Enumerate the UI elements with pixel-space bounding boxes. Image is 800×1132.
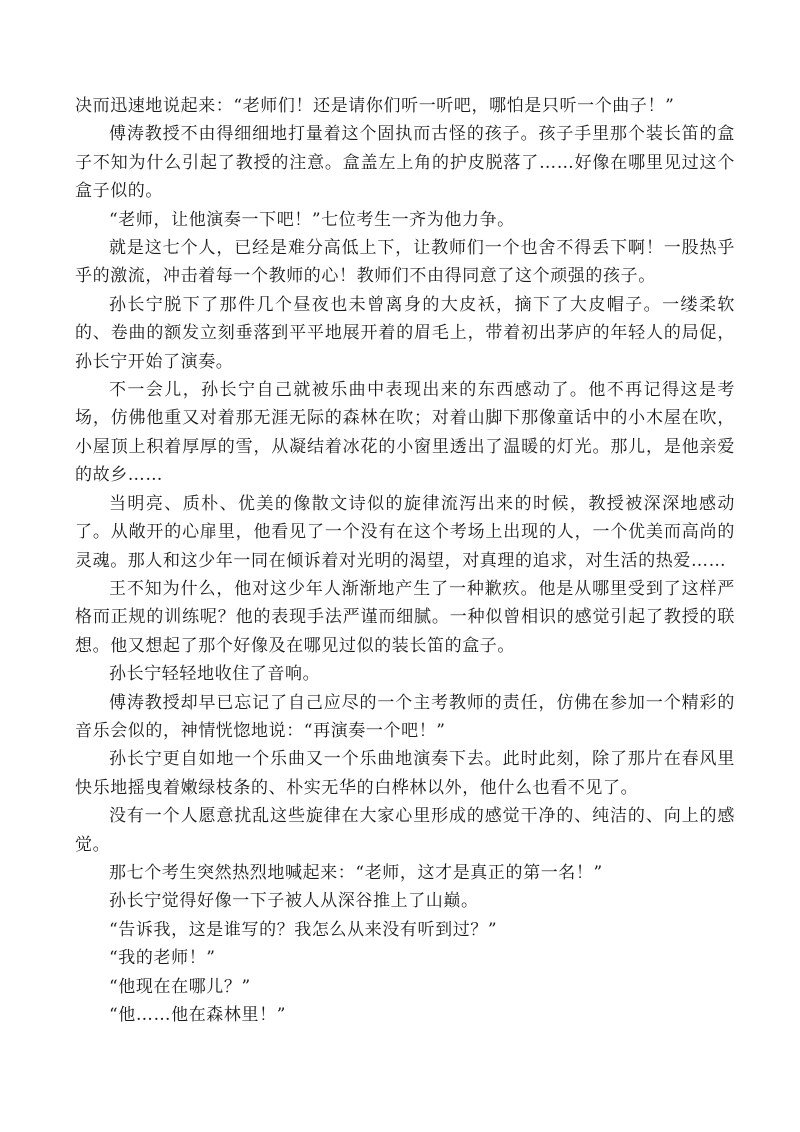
dialogue-line: “我的老师！” bbox=[109, 948, 216, 969]
paragraph: 孙长宁轻轻地收住了音响。 bbox=[109, 664, 321, 685]
paragraph: 就是这七个人，已经是难分高低上下，让教师们一个也舍不得丢下啊！一股热乎乎的激流，冲击着每一个教师的心！教师们不由得同意了这个顽强的孩子。 bbox=[75, 238, 735, 287]
paragraph: 王不知为什么，他对这少年人渐渐地产生了一种歉疚。他是从哪里受到了这样严格而正规的训练呢？他的表现手法严谨而细腻。一种似曾相识的感觉引起了教授的联想。他又想起了那个好像及在哪见过似的装长笛的盒子。 bbox=[75, 578, 735, 656]
paragraph: 孙长宁更自如地一个乐曲又一个乐曲地演奏下去。此时此刻，除了那片在春风里快乐地摇曳着嫩绿枝条的、朴实无华的白桦林以外，他什么也看不见了。 bbox=[75, 749, 735, 798]
paragraph: 没有一个人愿意扰乱这些旋律在大家心里形成的感觉干净的、纯洁的、向上的感觉。 bbox=[75, 806, 735, 855]
document-body bbox=[75, 92, 735, 1029]
dialogue-line: “他……他在森林里！” bbox=[109, 1005, 286, 1025]
dialogue-line: “告诉我，这是谁写的？我怎么从来没有听到过？” bbox=[109, 919, 498, 940]
paragraph: 决而迅速地说起来：“老师们！还是请你们听一听吧，哪怕是只听一个曲子！” bbox=[75, 96, 675, 116]
paragraph: 那七个考生突然热烈地喊起来：“老师，这才是真正的第一名！” bbox=[109, 862, 603, 883]
paragraph: 傅涛教授却早已忘记了自己应尽的一个主考教师的责任，仿佛在参加一个精彩的音乐会似的，神情恍惚地说：“再演奏一个吧！” bbox=[75, 692, 735, 741]
paragraph: “老师，让他演奏一下吧！”七位考生一齐为他力争。 bbox=[109, 209, 515, 230]
paragraph: 傅涛教授不由得细细地打量着这个固执而古怪的孩子。孩子手里那个装长笛的盒子不知为什么引起了教授的注意。盒盖左上角的护皮脱落了……好像在哪里见过这个盒子似的。 bbox=[75, 124, 735, 202]
paragraph: 孙长宁觉得好像一下子被人从深谷推上了山巅。 bbox=[109, 891, 479, 912]
paragraph: 孙长宁脱下了那件几个昼夜也未曾离身的大皮袄，摘下了大皮帽子。一缕柔软的、卷曲的额发立刻垂落到平平地展开着的眉毛上，带着初出茅庐的年轻人的局促，孙长宁开始了演奏。 bbox=[75, 294, 735, 372]
dialogue-line: “他现在在哪儿？” bbox=[109, 976, 251, 997]
paragraph: 不一会儿，孙长宁自己就被乐曲中表现出来的东西感动了。他不再记得这是考场，仿佛他重又对着那无涯无际的森林在吹；对着山脚下那像童话中的小木屋在吹，小屋顶上积着厚厚的雪，从凝结着冰花的小窗里透出了温暖的灯光。那儿，是他亲爱的故乡…… bbox=[75, 380, 735, 486]
paragraph: 当明亮、质朴、优美的像散文诗似的旋律流泻出来的时候，教授被深深地感动了。从敞开的心扉里，他看见了一个没有在这个考场上出现的人，一个优美而高尚的灵魂。那人和这少年一同在倾诉着对光明的渴望，对真理的追求，对生活的热爱…… bbox=[75, 493, 735, 571]
